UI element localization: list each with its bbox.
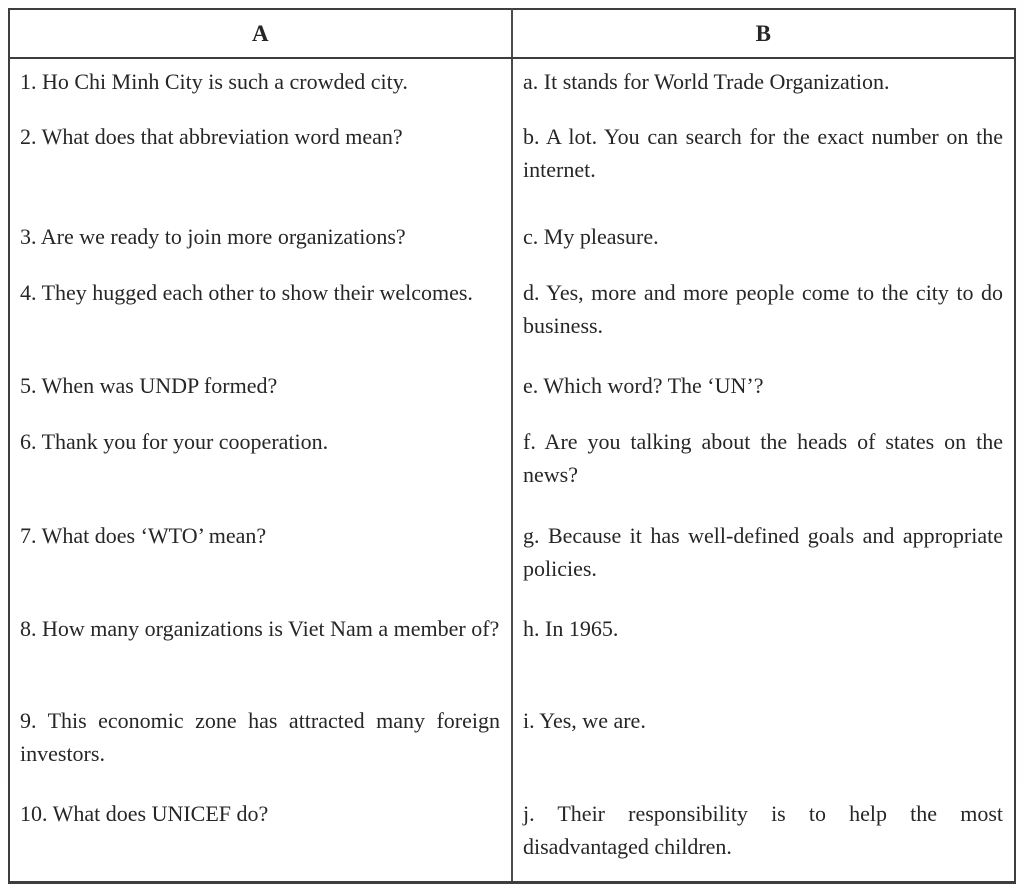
- column-header-a: A: [9, 9, 512, 58]
- item-b-response: b. A lot. You can search for the exact number on the internet.: [512, 114, 1015, 214]
- table-row: [9, 513, 1015, 606]
- item-9-prompt: 9. This economic zone has attracted many foreign investors.: [20, 708, 500, 766]
- header-row: [9, 9, 1015, 58]
- table-row: [9, 114, 1015, 214]
- item-c-response: c. My pleasure.: [512, 214, 1015, 270]
- matching-exercise-table: [8, 8, 1016, 884]
- item-1-prompt: 1. Ho Chi Minh City is such a crowded city.: [20, 69, 408, 94]
- table-row: [9, 270, 1015, 363]
- table-row: [9, 58, 1015, 114]
- item-a-response: a. It stands for World Trade Organization.: [512, 58, 1015, 114]
- item-7-prompt: 7. What does ‘WTO’ mean?: [20, 523, 267, 548]
- item-5-prompt: 5. When was UNDP formed?: [20, 373, 278, 398]
- item-h-response: h. In 1965.: [512, 606, 1015, 698]
- item-10-prompt: 10. What does UNICEF do?: [20, 801, 269, 826]
- item-e-response: e. Which word? The ‘UN’?: [512, 363, 1015, 419]
- item-2-prompt: 2. What does that abbreviation word mean?: [20, 124, 403, 149]
- table-row: [9, 363, 1015, 419]
- item-3-prompt: 3. Are we ready to join more organizations?: [20, 224, 406, 249]
- table-row: [9, 606, 1015, 698]
- table-row: [9, 791, 1015, 883]
- item-4-prompt: 4. They hugged each other to show their welcomes.: [20, 280, 473, 305]
- item-j-response: j. Their responsibility is to help the most disadvantaged children.: [512, 791, 1015, 883]
- item-d-response: d. Yes, more and more people come to the city to do business.: [512, 270, 1015, 363]
- column-header-b: B: [512, 9, 1015, 58]
- item-6-prompt: 6. Thank you for your cooperation.: [20, 429, 329, 454]
- item-i-response: i. Yes, we are.: [512, 698, 1015, 791]
- table-row: [9, 698, 1015, 791]
- item-g-response: g. Because it has well-defined goals and appropriate policies.: [512, 513, 1015, 606]
- table-row: [9, 419, 1015, 513]
- item-f-response: f. Are you talking about the heads of states on the news?: [512, 419, 1015, 513]
- table-row: [9, 214, 1015, 270]
- item-8-prompt: 8. How many organizations is Viet Nam a member of?: [20, 616, 500, 641]
